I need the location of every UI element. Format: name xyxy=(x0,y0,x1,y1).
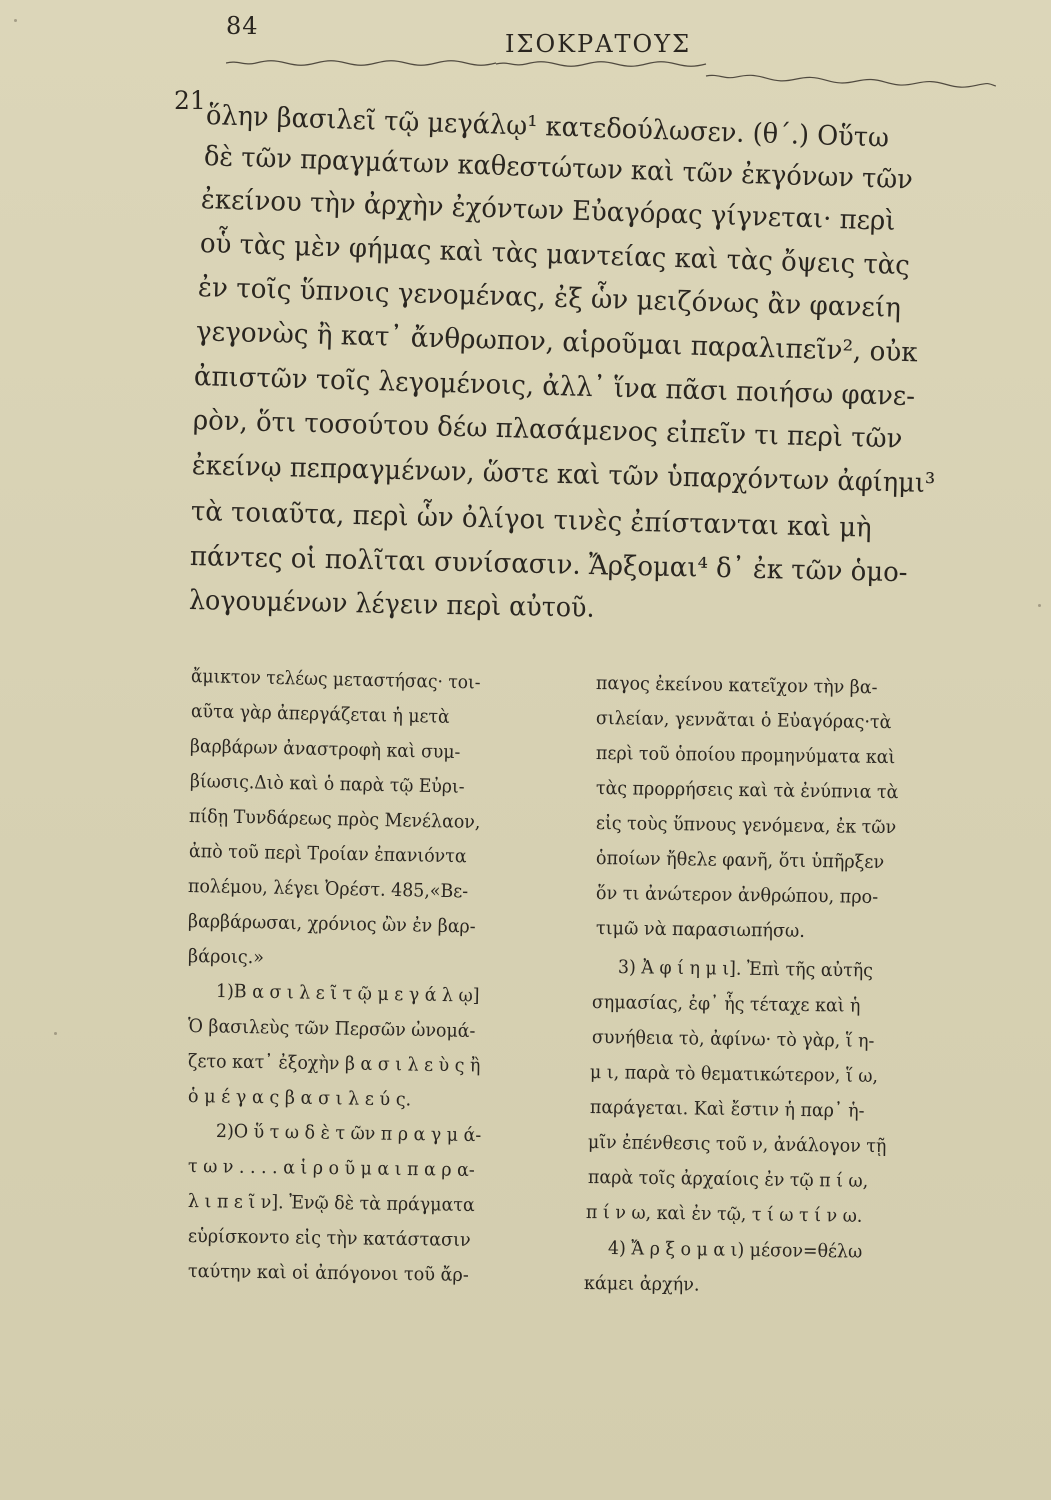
note-line: κάμει ἀρχήν. xyxy=(583,1273,700,1296)
note-line: εὑρίσκοντο εἰς τὴν κατάστασιν xyxy=(187,1226,471,1251)
main-text-line: ἐν τοῖς ὕπνοις γενομένας, ἐξ ὧν μειζόνως ἂν φανείη xyxy=(197,272,902,324)
main-text-line: πάντες οἱ πολῖται συνίσασιν. Ἄρξομαι⁴ δ᾽ ἐκ τῶν ὁμο- xyxy=(189,541,908,589)
note-line: ἄμικτον τελέως μεταστήσας· τοι- xyxy=(190,666,481,694)
note-line: βάροις.» xyxy=(187,946,265,969)
main-text-line: δὲ τῶν πραγμάτων καθεστώτων καὶ τῶν ἐκγόνων τῶν xyxy=(203,141,914,196)
main-text-line: ἐκείνῳ πεπραγμένων, ὥστε καὶ τῶν ὑπαρχόντων ἀφίημι³ xyxy=(191,450,936,500)
main-text-line: οὗ τὰς μὲν φήμας καὶ τὰς μαντείας καὶ τὰς ὄψεις τὰς xyxy=(199,228,911,282)
note-line: τ ω ν . . . . α ἱ ρ ο ῦ μ α ι π α ρ α- xyxy=(187,1156,475,1182)
running-head: ΙΣΟΚΡΑΤΟΥΣ xyxy=(505,30,692,58)
note-line: βαρβάρωσαι, χρόνιος ὢν ἐν βαρ- xyxy=(187,911,476,938)
note-line: πολέμου, λέγει Ὀρέστ. 485,«Βε- xyxy=(187,876,469,903)
note-line: βαρβάρων ἀναστροφὴ καὶ συμ- xyxy=(189,736,461,764)
note-line: τιμῶ νὰ παρασιωπήσω. xyxy=(595,918,806,942)
note-line: παγος ἐκείνου κατεῖχον τὴν βα- xyxy=(595,673,878,699)
note-line: ὅν τι ἀνώτερον ἀνθρώπου, προ- xyxy=(595,883,879,908)
note-line: παράγεται. Καὶ ἔστιν ἡ παρ᾽ ἡ- xyxy=(589,1097,865,1122)
main-text-line: ρὸν, ὅτι τοσούτου δέω πλασάμενος εἰπεῖν τι περὶ τῶν xyxy=(192,405,903,455)
note-line: ὁποίων ἤθελε φανῆ, ὅτι ὑπῆρξεν xyxy=(595,848,885,874)
note-line: μ ι, παρὰ τὸ θεματικώτερον, ἵ ω, xyxy=(589,1062,879,1088)
note-line: σημασίας, ἐφ᾽ ἧς τέταχε καὶ ἡ xyxy=(591,992,861,1017)
section-number: 21 xyxy=(174,86,206,115)
note-line: 2)Ο ὕ τ ω δ ὲ τ ῶν π ρ α γ μ ά- xyxy=(215,1121,482,1147)
note-line: πίδῃ Τυνδάρεως πρὸς Μενέλαον, xyxy=(188,806,481,834)
note-line: 3) Ἀ φ ί η μ ι]. Ἐπὶ τῆς αὐτῆς xyxy=(617,957,874,982)
note-line: παρὰ τοῖς ἀρχαίοις ἐν τῷ π ί ω, xyxy=(587,1167,869,1192)
page-number: 84 xyxy=(226,12,259,40)
note-line: 1)Β α σ ι λ ε ῖ τ ῷ μ ε γ ά λ ῳ] xyxy=(215,981,480,1007)
note-line: βίωσις.Διὸ καὶ ὁ παρὰ τῷ Εὐρι- xyxy=(189,771,465,798)
main-text-line: τὰ τοιαῦτα, περὶ ὧν ὀλίγοι τινὲς ἐπίστανται καὶ μὴ xyxy=(190,496,872,544)
main-text-line: ἐκείνου τὴν ἀρχὴν ἐχόντων Εὐαγόρας γίγνεται· περὶ xyxy=(200,184,896,237)
note-line: μῖν ἐπένθεσις τοῦ ν, ἀνάλογον τῇ xyxy=(587,1132,887,1158)
note-line: ὁ μ έ γ α ς β α σ ι λ ε ύ ς. xyxy=(187,1086,412,1111)
main-text-line: ὅλην βασιλεῖ τῷ μεγάλῳ¹ κατεδούλωσεν. (θ΄.) Οὕτω xyxy=(205,100,890,154)
note-line: περὶ τοῦ ὁποίου προμηνύματα καὶ xyxy=(595,743,896,769)
note-line: σιλείαν, γεννᾶται ὁ Εὐαγόρας·τὰ xyxy=(595,708,892,734)
note-line: εἰς τοὺς ὕπνους γενόμενα, ἐκ τῶν xyxy=(595,813,897,839)
note-line: Ὁ βασιλεὺς τῶν Περσῶν ὠνομά- xyxy=(187,1016,476,1043)
note-line: ταύτην καὶ οἱ ἀπόγονοι τοῦ ἄρ- xyxy=(187,1261,469,1286)
main-text-line: λογουμένων λέγειν περὶ αὐτοῦ. xyxy=(188,585,595,624)
note-line: π ί ν ω, καὶ ἐν τῷ, τ ί ω τ ί ν ω. xyxy=(585,1202,863,1227)
note-line: ἀπὸ τοῦ περὶ Τροίαν ἐπανιόντα xyxy=(188,841,467,868)
note-line: συνήθεια τὸ, ἀφίνω· τὸ γὰρ, ἵ η- xyxy=(591,1027,875,1052)
paper-spot xyxy=(54,1032,57,1035)
main-text-line: ἀπιστῶν τοῖς λεγομένοις, ἀλλ᾽ ἵνα πᾶσι ποιήσω φανε- xyxy=(193,361,916,413)
paper-spot xyxy=(14,19,17,22)
note-line: 4) Ἄ ρ ξ ο μ α ι) μέσον=θέλω xyxy=(607,1238,863,1263)
note-line: λ ι π ε ῖ ν]. Ἐνῷ δὲ τὰ πράγματα xyxy=(187,1191,475,1217)
note-line: αῦτα γὰρ ἀπεργάζεται ἡ μετὰ xyxy=(190,701,450,728)
note-line: τὰς προρρήσεις καὶ τὰ ἐνύπνια τὰ xyxy=(595,778,899,804)
paper-spot xyxy=(1038,604,1041,607)
note-line: ζετο κατ᾽ ἐξοχὴν β α σ ι λ ε ὺ ς ἢ xyxy=(187,1051,481,1077)
main-text-line: γεγονὼς ἢ κατ᾽ ἄνθρωπον, αἱροῦμαι παραλιπεῖν², οὐκ xyxy=(195,316,919,369)
ornamental-rule xyxy=(226,58,996,108)
